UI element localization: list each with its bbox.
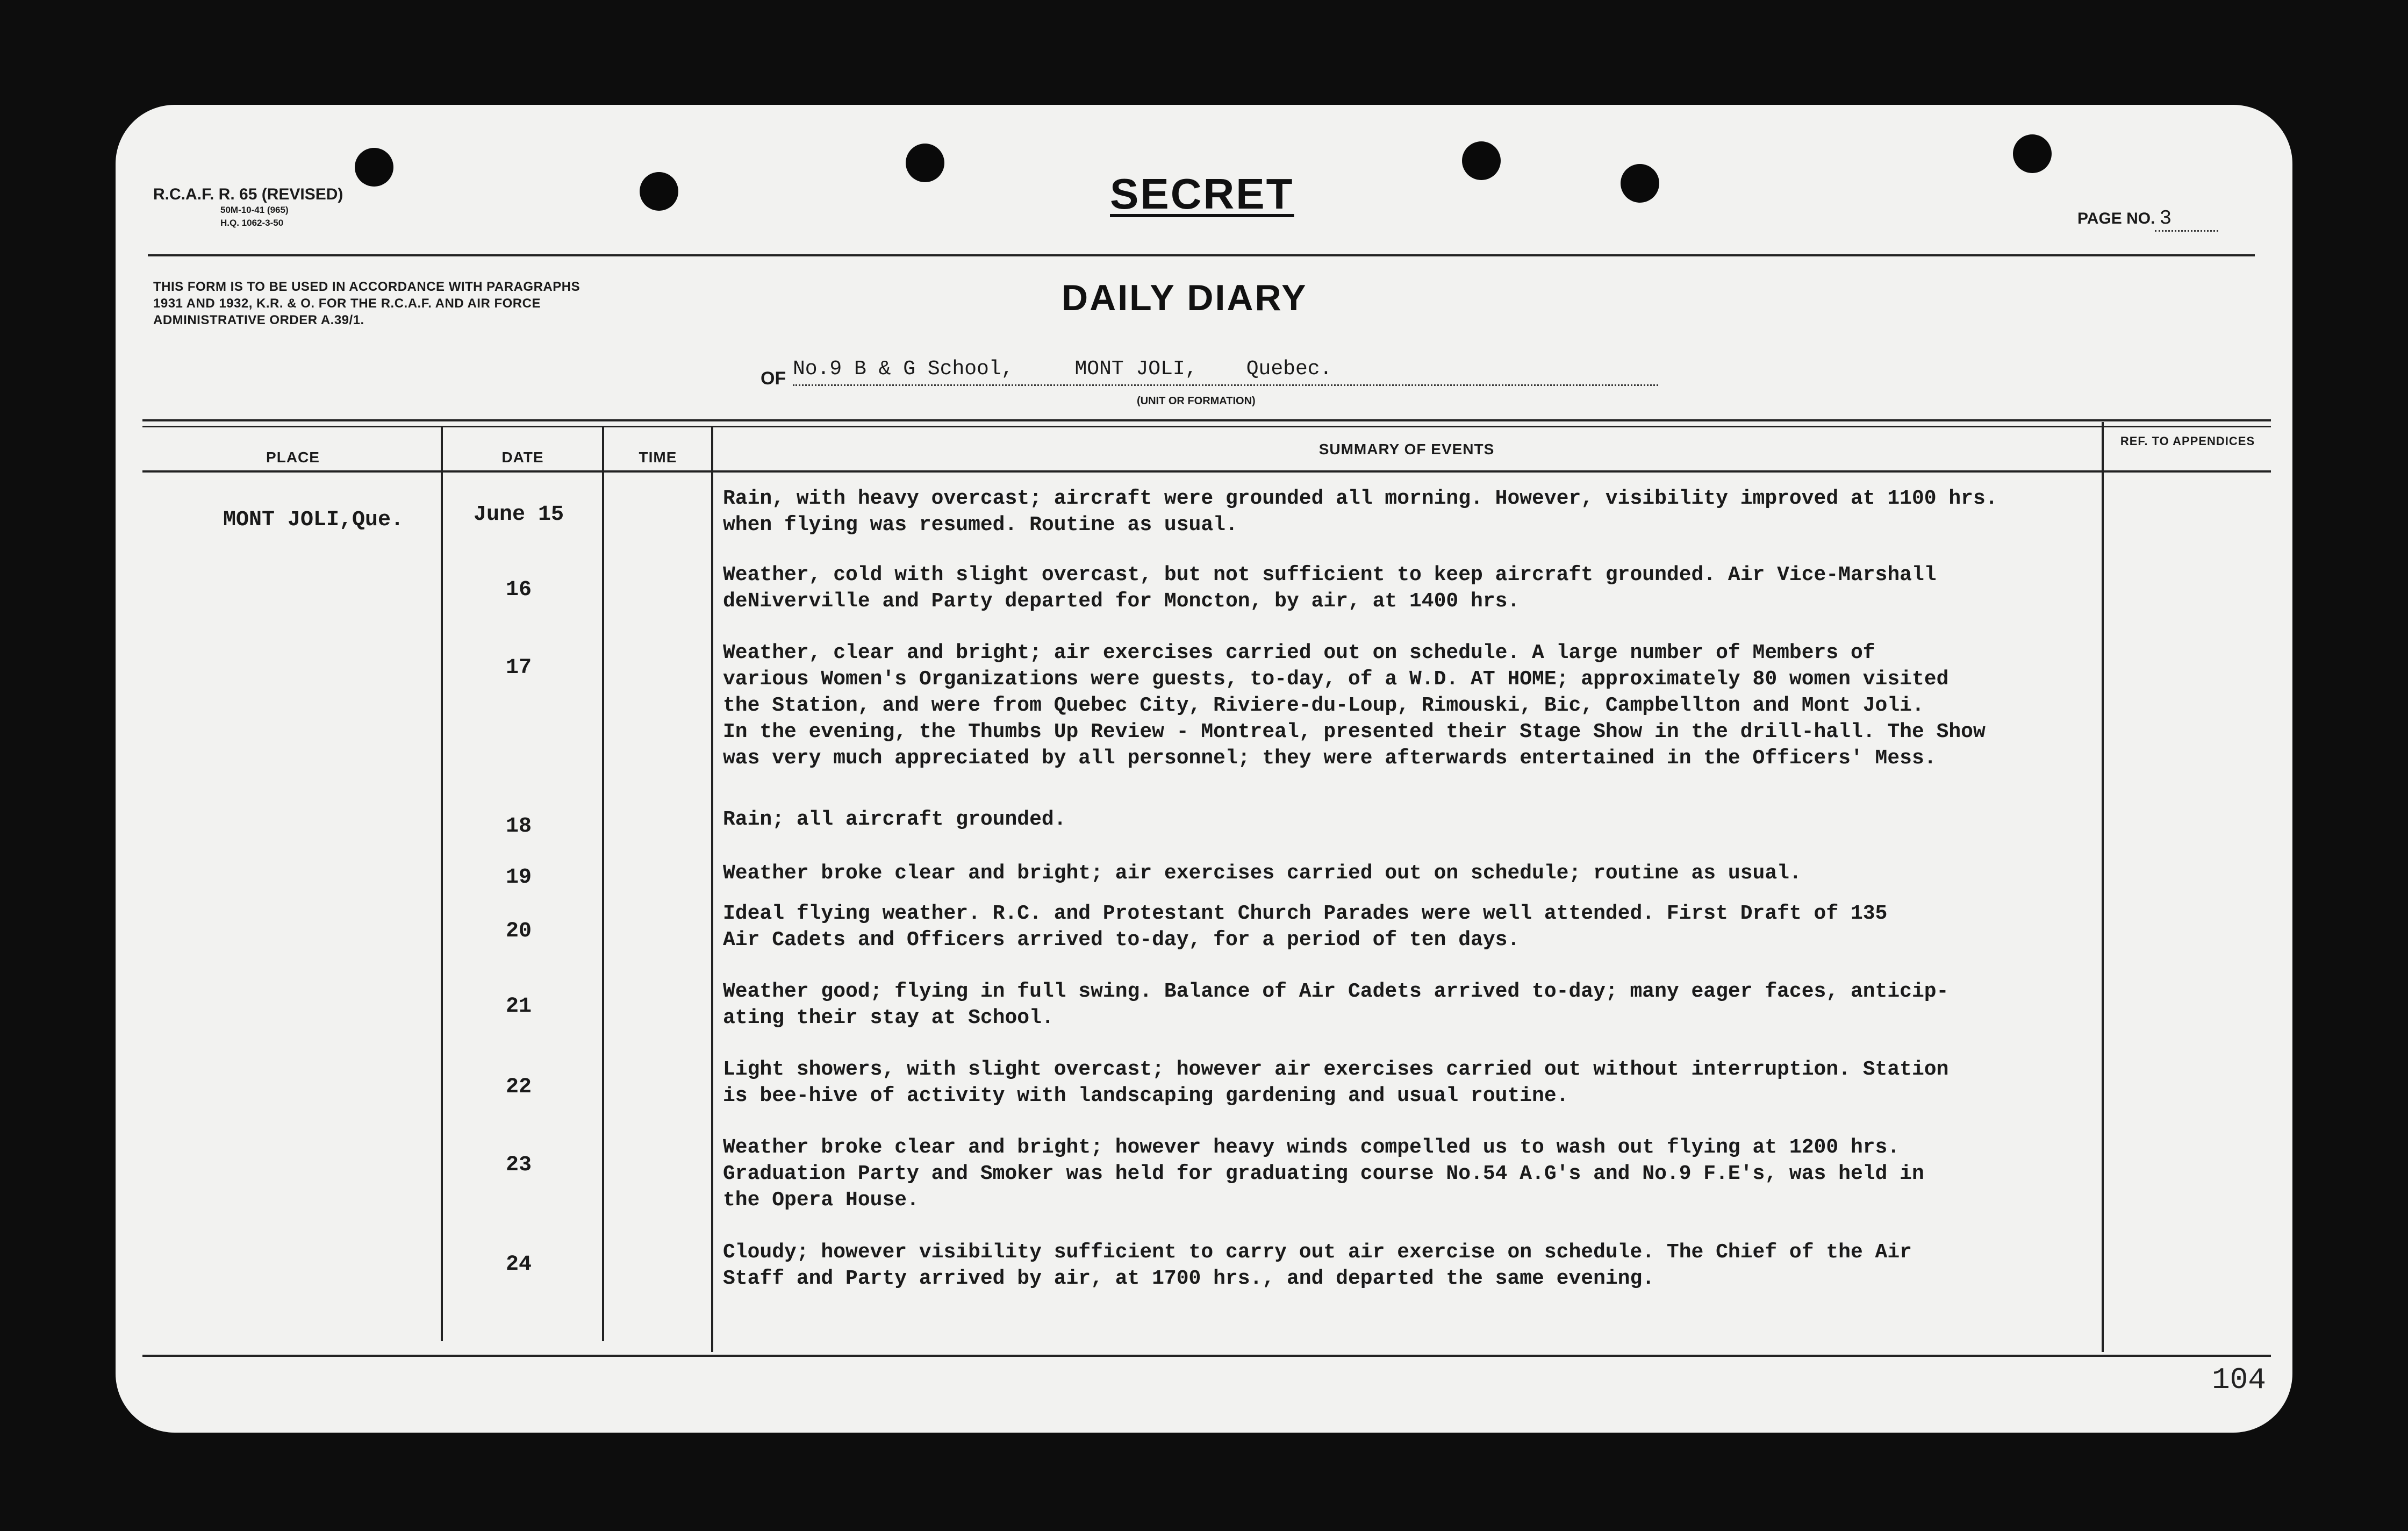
entry-text: Ideal flying weather. R.C. and Protestant Church Parades were well attended. First Draft of 135 Air Cadets and Officers arrived to-day, for a period of ten days. — [723, 902, 1888, 951]
column-divider — [711, 427, 713, 1352]
classification-title: SECRET — [1110, 170, 1294, 218]
place-value: MONT JOLI,Que. — [223, 508, 404, 532]
punch-hole — [640, 172, 678, 211]
column-divider — [441, 427, 443, 1341]
entry-date: 19 — [505, 865, 532, 890]
form-code: 50M-10-41 (965) — [220, 205, 289, 215]
page-no-label: PAGE NO. — [2077, 210, 2155, 227]
entry-date: 21 — [505, 995, 532, 1019]
entry-date: 16 — [505, 578, 532, 602]
column-header-ref: REF. TO APPENDICES — [2120, 434, 2255, 448]
table-top-rule — [142, 419, 2271, 421]
entry-text: Weather good; flying in full swing. Balance of Air Cadets arrived to-day; many eager faces, anticip- ating their stay at School. — [723, 980, 1949, 1029]
table-bottom-rule — [142, 1355, 2271, 1357]
punch-hole — [906, 144, 944, 182]
punch-hole — [355, 148, 393, 187]
entry-text: Weather broke clear and bright; air exercises carried out on schedule; routine as usual. — [723, 862, 1802, 885]
column-header-time: TIME — [639, 449, 677, 466]
punch-hole — [1621, 164, 1659, 203]
header-rule — [148, 254, 2255, 256]
entry-date: 24 — [505, 1253, 532, 1277]
table-top-rule — [142, 426, 2271, 427]
entry-text: Cloudy; however visibility sufficient to carry out air exercise on schedule. The Chief of the Air Staff and Party arrived by air, at 1700 hrs., and departed the same evening. — [723, 1241, 1912, 1290]
entry-date: 23 — [505, 1153, 532, 1177]
unit-field: No.9 B & G School, MONT JOLI, Quebec. — [793, 357, 1658, 386]
column-header-rule — [142, 470, 2271, 473]
entry-text: Weather, clear and bright; air exercises carried out on schedule. A large number of Members of various Women's Organizations were guests, to-day, of a W.D. AT HOME; approximately 80 women visited the Station, and were from Quebec City, Riviere-du-Loup, Rimouski, Bic, Campbellton and Mont Joli. In the evening, the Thumbs Up Review - Montreal, presented their Stage Show in the drill-hall. The Show was very much appreciated by all personnel; they were afterwards entertained in the Officers' Mess. — [723, 641, 1986, 770]
page-number-field — [2077, 207, 2218, 232]
column-header-summary: SUMMARY OF EVENTS — [1318, 441, 1495, 457]
entry-date: 18 — [505, 814, 532, 839]
entry-date: 22 — [505, 1075, 532, 1099]
of-label: OF — [761, 368, 786, 389]
form-number-block — [153, 185, 343, 230]
entry-text: Weather, cold with slight overcast, but not sufficient to keep aircraft grounded. Air Vice-Marshall deNiverville and Party departed for Moncton, by air, at 1400 hrs. — [723, 563, 1937, 613]
column-header-place: PLACE — [266, 449, 320, 466]
form-number: R.C.A.F. R. 65 (REVISED) — [153, 185, 343, 203]
entry-text: Weather broke clear and bright; however heavy winds compelled us to wash out flying at 1200 hrs. Graduation Party and Smoker was held for graduating course No.54 A.G's and No.9 F.E's, was held in the Opera House. — [723, 1136, 1924, 1212]
column-divider — [602, 427, 604, 1341]
entry-text: Rain, with heavy overcast; aircraft were grounded all morning. However, visibility improved at 1100 hrs. when flying was resumed. Routine as usual. — [723, 487, 1998, 536]
entry-date: 20 — [505, 919, 532, 943]
form-code: H.Q. 1062-3-50 — [220, 218, 284, 228]
punch-hole — [2013, 134, 2052, 173]
punch-hole — [1462, 141, 1501, 180]
diary-sheet — [116, 105, 2292, 1433]
diary-title: DAILY DIARY — [1062, 277, 1308, 318]
unit-caption: (UNIT OR FORMATION) — [1137, 395, 1256, 407]
entry-text: Rain; all aircraft grounded. — [723, 808, 1066, 831]
entry-date: 17 — [505, 656, 532, 680]
column-header-date: DATE — [501, 449, 544, 466]
page-no-value: 3 — [2155, 207, 2218, 232]
form-instructions: THIS FORM IS TO BE USED IN ACCORDANCE WITH PARAGRAPHS 1931 AND 1932, K.R. & O. FOR THE R.C.A.F. AND AIR FORCE ADMINISTRATIVE ORDER A.39/1. — [153, 280, 580, 327]
handwritten-page-number: 104 — [2212, 1363, 2266, 1397]
entry-text: Light showers, with slight overcast; however air exercises carried out without interruption. Station is bee-hive of activity with landscaping gardening and usual routine. — [723, 1058, 1949, 1107]
entry-date: June 15 — [473, 503, 564, 527]
